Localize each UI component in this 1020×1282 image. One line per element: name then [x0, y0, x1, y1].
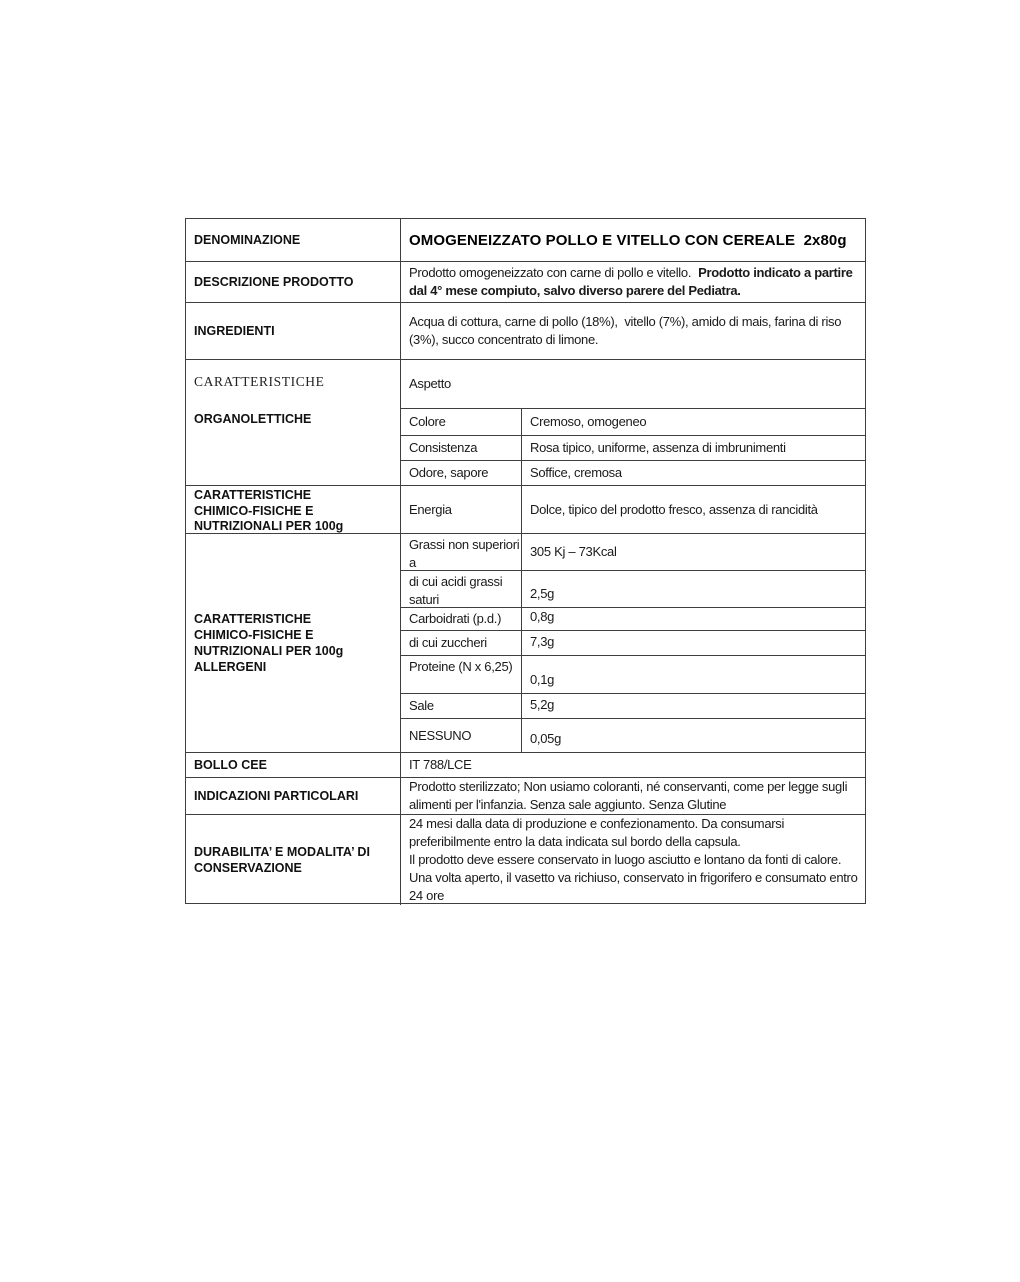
sale-value: 5,2g: [530, 697, 555, 713]
subrow-proteine: [401, 656, 865, 694]
subrow-zuccheri: [401, 631, 865, 656]
durabilita-value: [401, 815, 865, 905]
row-bollo-cee: [186, 753, 865, 778]
chimico-label-line1: CARATTERISTICHE: [194, 488, 312, 502]
descrizione-text-regular: Prodotto omogeneizzato con carne di pollo e vitello.: [409, 265, 692, 280]
energia-label: Energia: [401, 486, 522, 533]
nessuno-label: NESSUNO: [401, 719, 522, 752]
subrow-sale: [401, 694, 865, 719]
grassi-value: 305 Kj – 73Kcal: [530, 544, 617, 559]
aspetto-label: Aspetto: [409, 375, 451, 391]
durabilita-paragraph-2: Il prodotto deve essere conservato in luogo asciutto e lontano da fonti di calore. Una volta aperto, il vasetto va richiuso, conservato in frigorifero e consumato entro 24 ore: [409, 852, 861, 903]
row-denominazione: [186, 219, 865, 262]
subrow-consistenza: [401, 436, 865, 461]
descrizione-text-bold: Prodotto indicato a partire dal 4° mese compiuto, salvo diverso parere del Pediatra.: [409, 265, 856, 298]
durabilita-paragraph-1: 24 mesi dalla data di produzione e confezionamento. Da consumarsi preferibilmente entro la data indicata sul bordo della capsula.: [409, 816, 788, 849]
proteine-value: 0,1g: [530, 672, 555, 688]
ingredienti-label: INGREDIENTI: [186, 303, 401, 359]
carboidrati-value: 0,8g: [530, 609, 555, 624]
row-ingredienti: [186, 303, 865, 360]
consistenza-label: Consistenza: [401, 436, 522, 460]
odore-sapore-label: Odore, sapore: [401, 461, 522, 485]
row-durabilita: [186, 815, 865, 905]
saturi-label: di cui acidi grassi saturi: [401, 571, 522, 607]
allergeni-label-line4: ALLERGENI: [194, 660, 267, 674]
subrow-odore-sapore: [401, 461, 865, 485]
carboidrati-label: Carboidrati (p.d.): [401, 608, 522, 630]
odore-sapore-value: Soffice, cremosa: [530, 465, 622, 481]
row-descrizione: [186, 262, 865, 303]
bollo-cee-value: IT 788/LCE: [409, 757, 472, 772]
subrow-grassi: [401, 534, 865, 571]
subrow-acidi-grassi-saturi: [401, 571, 865, 608]
consistenza-value: Rosa tipico, uniforme, assenza di imbrunimenti: [530, 440, 786, 456]
durabilita-label: [186, 815, 401, 905]
durabilita-label-line2: CONSERVAZIONE: [194, 861, 302, 875]
zuccheri-label: di cui zuccheri: [401, 631, 522, 655]
subrow-energia: [401, 486, 865, 533]
allergeni-label-line2: CHIMICO-FISICHE E: [194, 628, 314, 642]
nessuno-value: 0,05g: [530, 731, 562, 746]
product-spec-table: [185, 218, 866, 904]
proteine-label: Proteine (N x 6,25): [401, 656, 522, 693]
indicazioni-label: INDICAZIONI PARTICOLARI: [186, 778, 401, 814]
product-name: OMOGENEIZZATO POLLO E VITELLO CON CEREALE 2x80g: [409, 231, 847, 249]
subrow-carboidrati: [401, 608, 865, 631]
saturi-value: 2,5g: [530, 586, 555, 601]
row-allergeni: [186, 534, 865, 753]
row-organolettiche: [186, 360, 865, 486]
chimico-fisiche-label: [186, 486, 401, 533]
indicazioni-value: Prodotto sterilizzato; Non usiamo coloranti, né conservanti, come per legge sugli alimenti per l'infanzia. Senza sale aggiunto. Senza Glutine: [409, 779, 851, 812]
colore-value: Cremoso, omogeneo: [530, 414, 647, 429]
chimico-label-line3: NUTRIZIONALI PER 100g: [194, 519, 344, 533]
zuccheri-value: 7,3g: [530, 634, 555, 649]
sale-label: Sale: [401, 694, 522, 718]
chimico-subtable: [401, 486, 865, 533]
allergeni-label-line3: NUTRIZIONALI PER 100g: [194, 644, 344, 658]
subrow-aspetto: [401, 360, 865, 409]
organolettiche-subtable: [401, 360, 865, 485]
durabilita-label-line1: DURABILITA’ E MODALITA’ DI: [194, 845, 370, 859]
chimico-label-line2: CHIMICO-FISICHE E: [194, 503, 314, 518]
organolettiche-label: [186, 360, 401, 485]
row-indicazioni: [186, 778, 865, 815]
subrow-colore: [401, 409, 865, 437]
grassi-label: Grassi non superiori a: [401, 534, 522, 570]
ingredienti-value: Acqua di cottura, carne di pollo (18%), vitello (7%), amido di mais, farina di riso (3%), succo concentrato di limone.: [409, 314, 845, 347]
allergeni-label: [186, 534, 401, 752]
row-chimico-fisiche: [186, 486, 865, 534]
organolettiche-label-line2: ORGANOLETTICHE: [194, 412, 312, 426]
allergeni-subtable: [401, 534, 865, 752]
descrizione-value: [401, 262, 865, 302]
allergeni-label-line1: CARATTERISTICHE: [194, 612, 312, 626]
descrizione-label: DESCRIZIONE PRODOTTO: [186, 262, 401, 302]
colore-label: Colore: [401, 409, 522, 436]
organolettiche-label-line1: CARATTERISTICHE: [194, 374, 325, 389]
energia-value: Dolce, tipico del prodotto fresco, assenza di rancidità: [530, 501, 818, 517]
denominazione-label: DENOMINAZIONE: [186, 219, 401, 261]
subrow-nessuno: [401, 719, 865, 752]
bollo-cee-label: BOLLO CEE: [186, 753, 401, 777]
